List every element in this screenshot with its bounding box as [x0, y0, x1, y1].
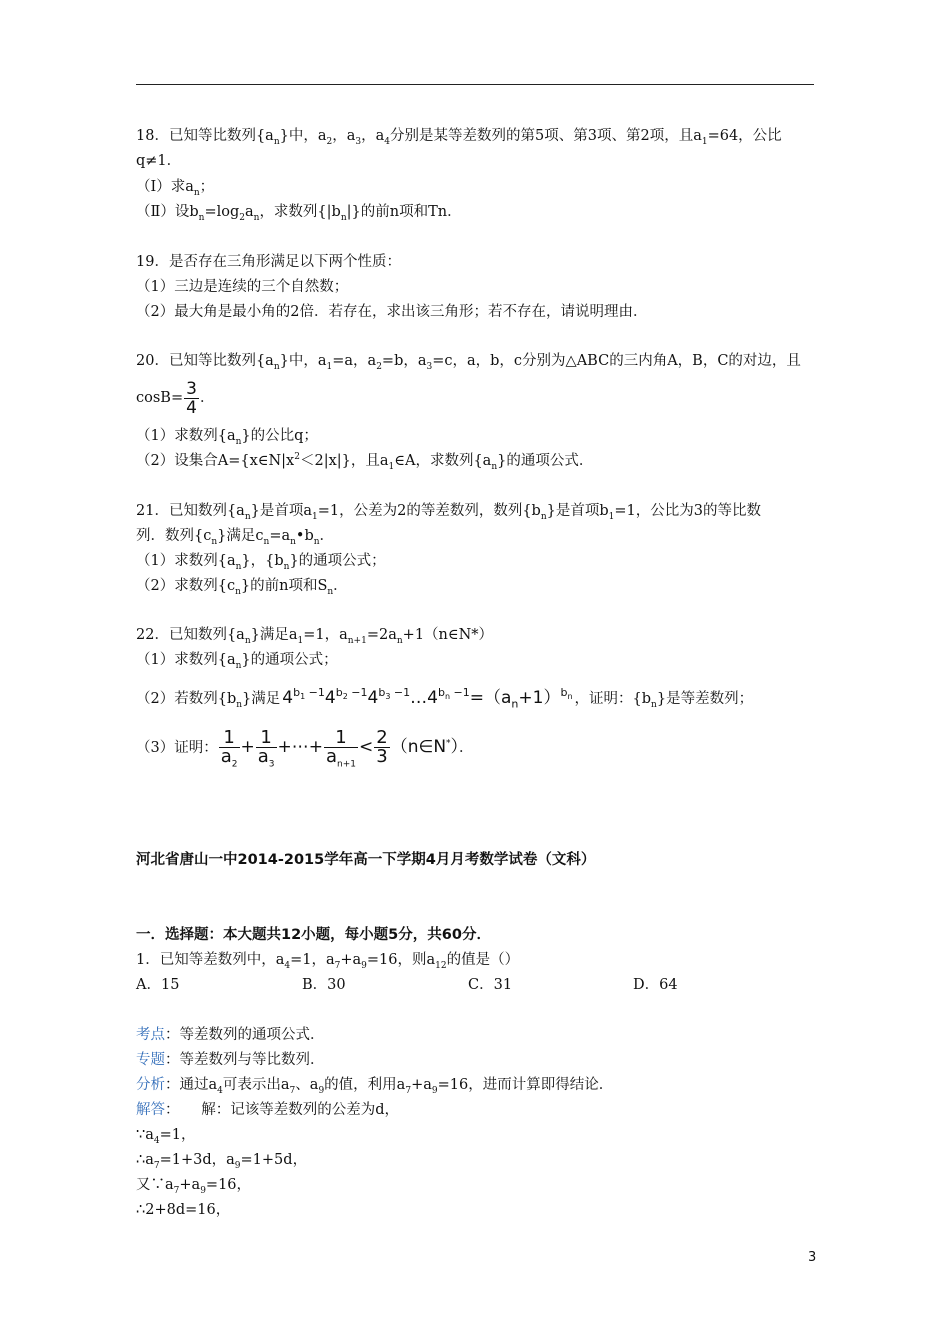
kaodian-line: 考点：等差数列的通项公式． [136, 1027, 325, 1043]
jieda-line: 解答： 解：记该等差数列的公差为d， [136, 1102, 400, 1118]
solution-step-2: $\therefore a_7=1+3d$，$a_9=1+5d$， [136, 1152, 308, 1171]
kaodian-label: 考点 [136, 1027, 165, 1043]
q20-line1: 20．已知等比数列$\{a_n\}$中，$a_1=a$，$a_2=b$，$a_3=c$，a，b，c分别为△ABC的三内角A，B，C的对边，且 [136, 353, 801, 372]
q22-part3: （3）证明： $\frac{1}{a_2}$ + $\frac{1}{a_3}$ +⋯+ $\frac{1}{a_{n+1}}$ < $\frac{2}{3}$ （n∈N*）． [136, 726, 474, 770]
option-a: A．15 [136, 977, 180, 993]
zhuanti-line: 专题：等差数列与等比数列． [136, 1052, 325, 1068]
option-b: B．30 [302, 977, 346, 993]
q21-part1: （1）求数列$\{a_n\}$，$\{b_n\}$的通项公式； [136, 553, 386, 572]
q20-line2: cosB= $\frac{3}{4}$ ． [136, 378, 215, 418]
q19-line1: 19．是否存在三角形满足以下两个性质： [136, 254, 401, 270]
problem1-question: 1．已知等差数列中，$a_4=1$，$a_7+a_9=16$，则$a_{12}$的值是（） [136, 952, 520, 971]
fenxi-line: 分析：通过$a_4$可表示出$a_7$、$a_9$的值，利用$a_7+a_9=16$，进而计算即得结论． [136, 1077, 614, 1096]
solution-step-3: 又$\because a_7+a_9=16$， [136, 1177, 252, 1196]
q19-part1: （1）三边是连续的三个自然数； [136, 279, 349, 295]
option-d: D．64 [633, 977, 678, 993]
q18-part2: （Ⅱ）设$b_n=\log_2a_n$，求数列$\{|b_n|\}$的前n项和Tn． [136, 204, 462, 223]
fraction-three-quarters: $\frac{3}{4}$ [186, 378, 197, 418]
q22-line1: 22．已知数列$\{a_n\}$满足$a_1=1$，$a_{n+1}=2a_n+1(n\in N*)$ [136, 627, 494, 646]
q18-line2: q≠1． [136, 153, 182, 169]
page-number: 3 [808, 1250, 817, 1265]
q21-line2: 列．数列$\{c_n\}$满足$c_n=a_n•b_n$． [136, 528, 335, 547]
q20-part1: （1）求数列$\{a_n\}$的公比q； [136, 428, 318, 447]
q20-part2: （2）设集合$A=\{x\in N|x^2<2|x|\}$，且$a_1\in A$，求数列$\{a_n\}$的通项公式． [136, 452, 594, 472]
q19-part2: （2）最大角是最小角的2倍．若存在，求出该三角形；若不存在，请说明理由． [136, 304, 648, 320]
q18-line1: 18．已知等比数列$\{a_n\}$中，$a_2$，$a_3$，$a_4$分别是某等差数列的第5项、第3项、第2项，且$a_1=64$，公比 [136, 128, 782, 147]
inequality-expression: $\frac{1}{a_2}$ + $\frac{1}{a_3}$ +⋯+ $\frac{1}{a_{n+1}}$ < $\frac{2}{3}$ （n∈N*） [220, 726, 460, 770]
q22-part1: （1）求数列$\{a_n\}$的通项公式； [136, 652, 338, 671]
solution-step-4: ∴2+8d=16， [136, 1202, 231, 1218]
q18-part1: （Ⅰ）求$a_n$； [136, 179, 215, 198]
q21-line1: 21．已知数列$\{a_n\}$是首项$a_1=1$，公差为2的等差数列，数列$\{b_n\}$是首项$b_1=1$，公比为3的等比数 [136, 503, 761, 522]
fenxi-label: 分析 [136, 1077, 165, 1093]
header-rule [136, 84, 814, 85]
part-one-title: 一．选择题：本大题共12小题，每小题5分，共60分． [136, 927, 491, 943]
option-c: C．31 [468, 977, 513, 993]
q22-part2: （2）若数列$\{b_n\}$满足 $4^{b_1 -1}4^{b_2 -1}4^{b_3 -1}\dots 4^{b_n -1}=(a_n+1)^{b_n}$ ，证明：$\{b_n\}$是等差数列； [136, 686, 754, 711]
zhuanti-label: 专题 [136, 1052, 165, 1068]
product-equation: $4^{b_1 -1}4^{b_2 -1}4^{b_3 -1}\dots 4^{b_n -1}=(a_n+1)^{b_n}$ [282, 686, 573, 711]
q21-part2: （2）求数列$\{c_n\}$的前n项和$S_n$． [136, 578, 348, 597]
section-title: 河北省唐山一中2014-2015学年高一下学期4月月考数学试卷（文科） [136, 852, 596, 868]
solution-step-1: $\because a_4=1$， [136, 1127, 196, 1146]
jieda-label: 解答 [136, 1102, 165, 1118]
